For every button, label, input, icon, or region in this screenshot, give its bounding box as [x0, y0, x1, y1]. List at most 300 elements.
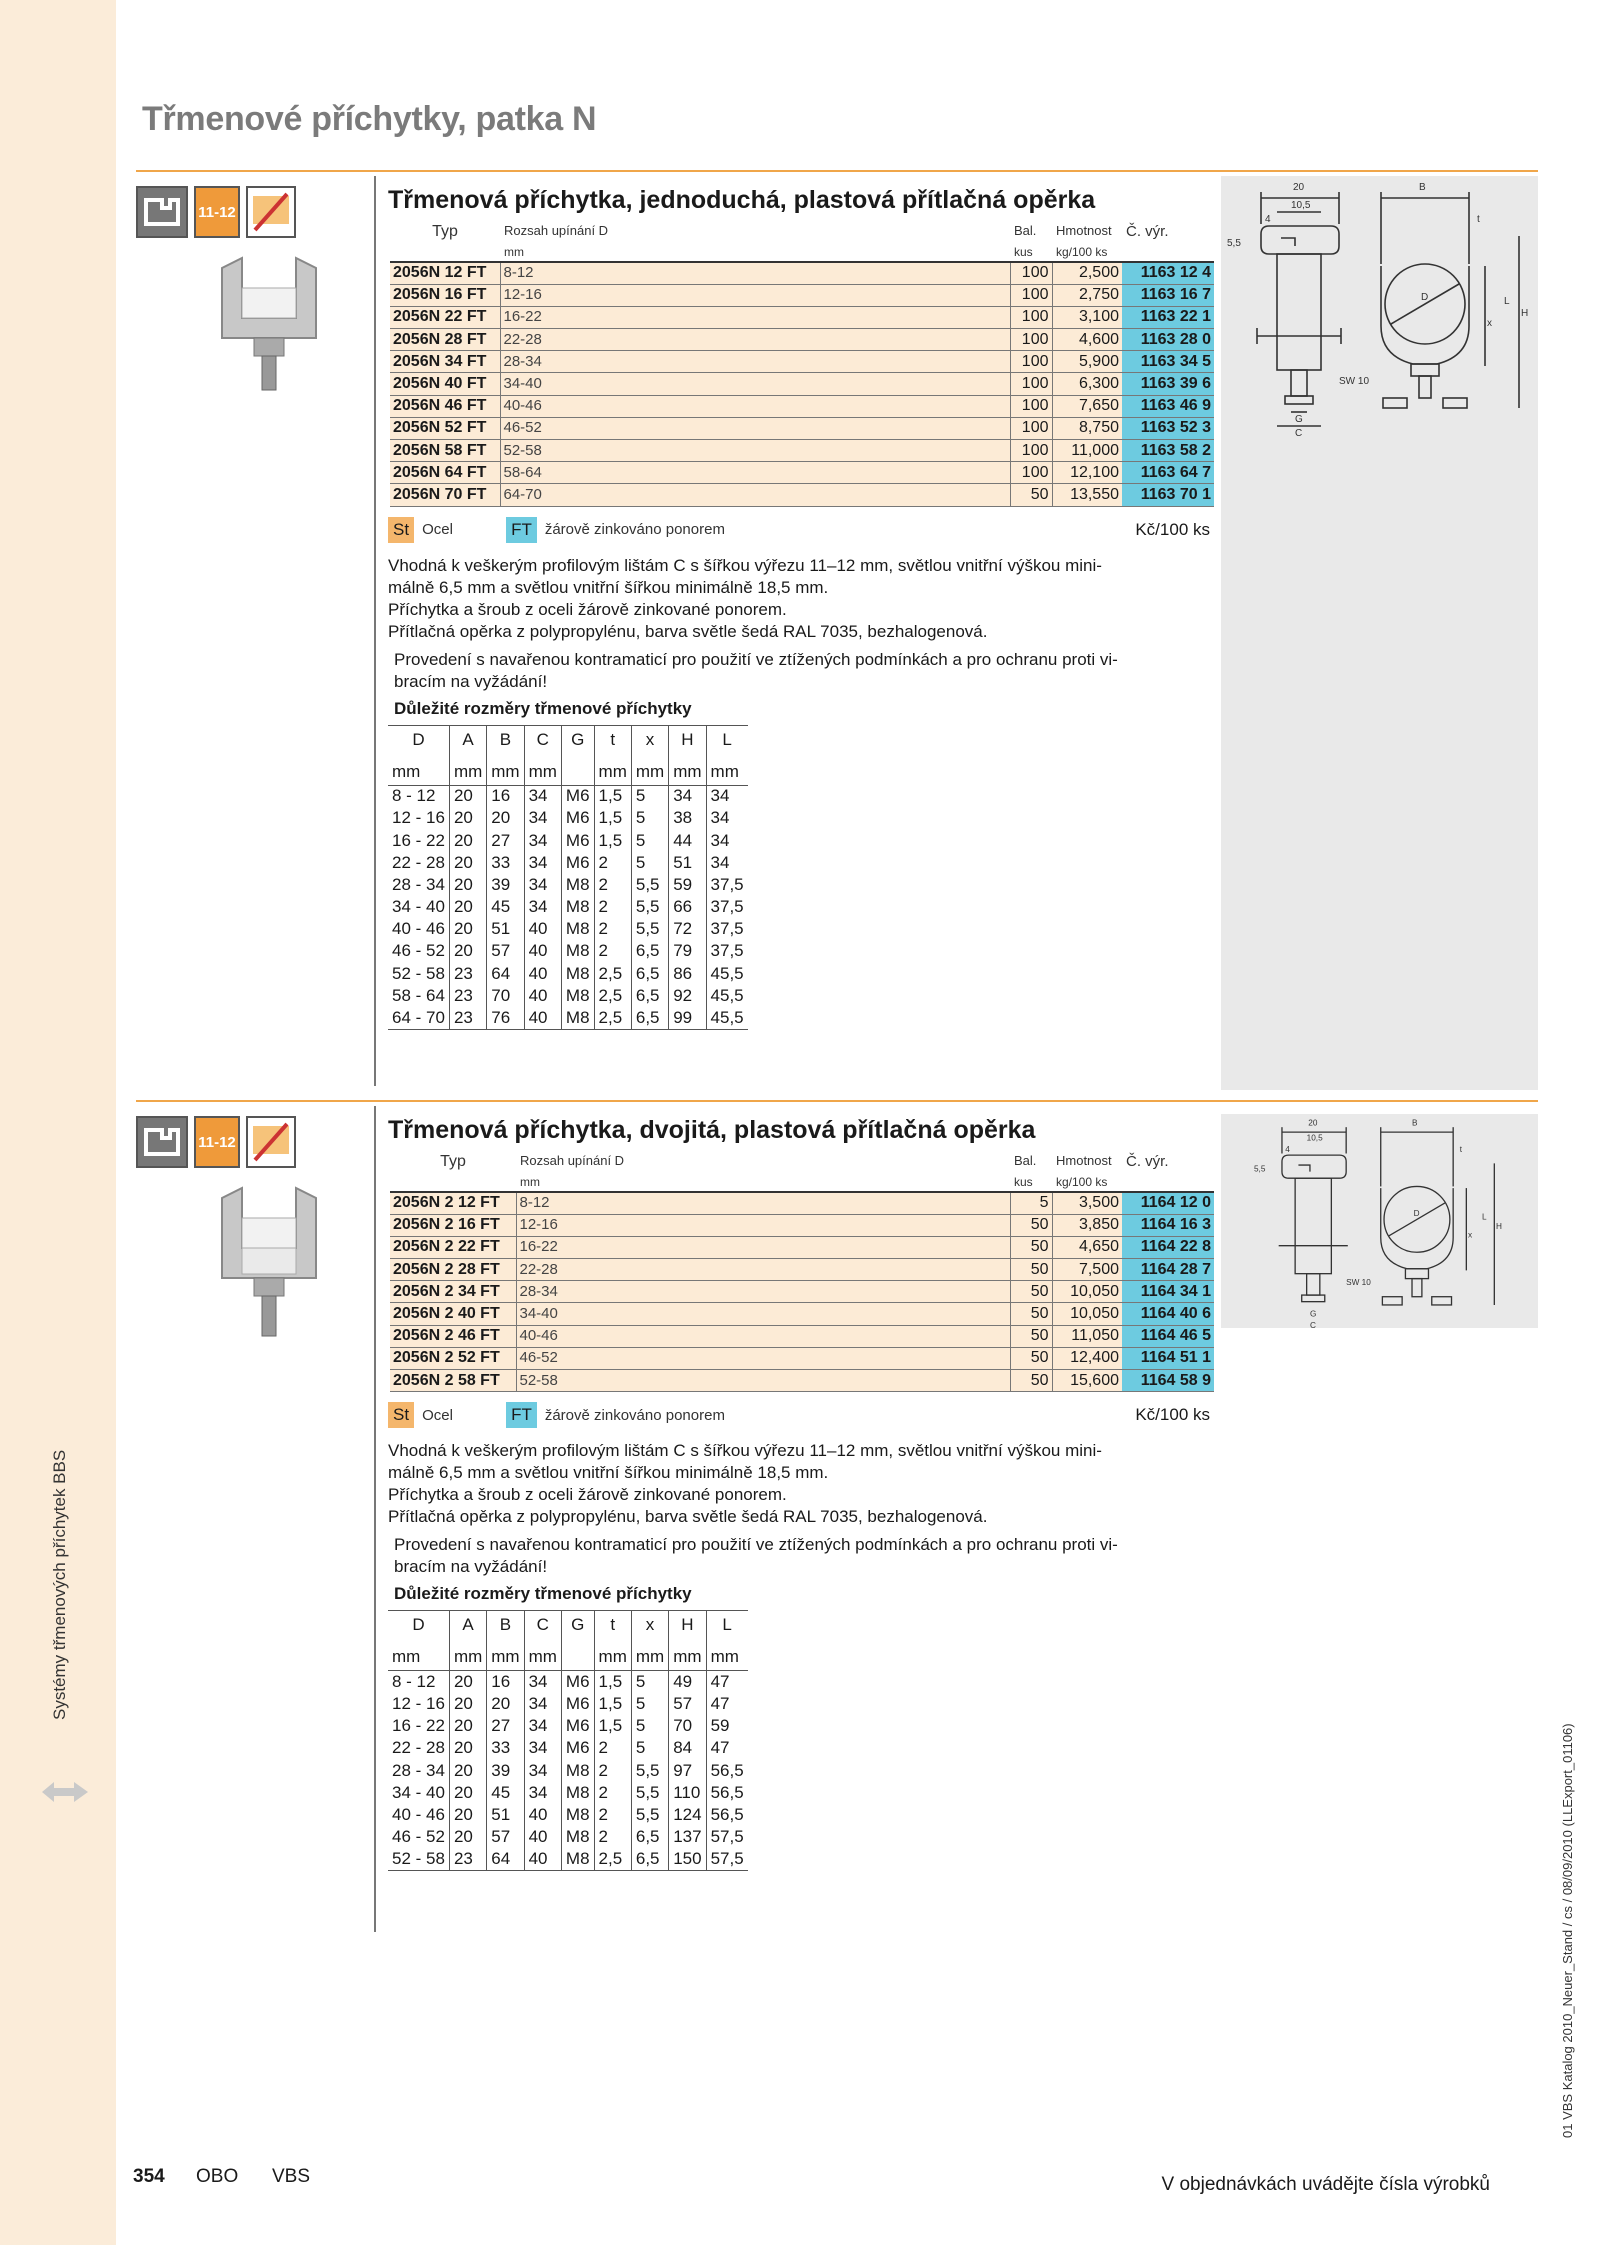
dim-cell: 33	[487, 852, 524, 874]
dim-row	[388, 1826, 748, 1848]
dim-cell: 5	[631, 1715, 668, 1737]
dim-cell: 8 - 12	[392, 786, 436, 806]
col-typ: Typ	[432, 223, 458, 240]
dim-cell: 137	[669, 1826, 706, 1848]
middle-rule	[136, 1100, 1538, 1102]
dim-cell: 20	[449, 874, 486, 896]
dim-row	[388, 918, 748, 940]
dim-cell: mm	[594, 759, 631, 785]
cell-code: 1163 16 7	[1122, 284, 1214, 306]
cell-range: 40-46	[516, 1325, 1010, 1347]
svg-text:SW 10: SW 10	[1339, 376, 1370, 387]
dim-cell: 45,5	[706, 963, 748, 985]
dim-cell: 37,5	[706, 940, 748, 962]
material-legend	[388, 515, 1210, 545]
dim-cell: mm	[669, 1645, 706, 1671]
dim-row	[388, 874, 748, 896]
cell-bal: 100	[1010, 262, 1052, 284]
dim-cell: 6,5	[631, 963, 668, 985]
dim-cell: t	[594, 725, 631, 759]
cell-typ: 2056N 12 FT	[390, 262, 500, 284]
cell-range: 52-58	[516, 1370, 1010, 1392]
dim-cell: M8	[561, 940, 594, 962]
cell-bal: 100	[1010, 440, 1052, 462]
product-row	[390, 1259, 1214, 1281]
dim-cell: 38	[669, 807, 706, 829]
dim-cell: 2,5	[594, 1848, 631, 1870]
material-legend	[388, 1400, 1210, 1430]
cell-bal: 100	[1010, 462, 1052, 484]
dim-cell: 20	[449, 918, 486, 940]
dimension-table	[388, 725, 748, 1030]
section-title: Třmenová příchytka, dvojitá, plastová přítlačná opěrka	[388, 1116, 1036, 1144]
dim-row	[388, 785, 748, 807]
dim-cell: 6,5	[631, 940, 668, 962]
dim-header-row	[388, 1611, 748, 1645]
dim-cell: 34	[524, 807, 561, 829]
dim-cell: 45,5	[706, 985, 748, 1007]
dim-cell: 6,5	[631, 1007, 668, 1029]
col-bal-unit: kus	[1010, 243, 1052, 262]
export-label: 01 VBS Katalog 2010_Neuer_Stand / cs / 08/09/2010 (LLExport_01106)	[1560, 1723, 1575, 2138]
dim-cell: 40	[524, 1804, 561, 1826]
product-row	[390, 306, 1214, 328]
svg-text:L: L	[1504, 296, 1510, 307]
svg-text:4: 4	[1265, 214, 1271, 225]
dim-cell: 45,5	[706, 1007, 748, 1029]
cell-code: 1164 58 9	[1122, 1370, 1214, 1392]
dim-cell: 28 - 34	[392, 874, 445, 894]
dim-cell: 2	[594, 940, 631, 962]
dim-cell: 34	[524, 829, 561, 851]
cell-weight: 7,650	[1052, 395, 1122, 417]
steel-badge: St	[388, 1402, 414, 1428]
dim-cell: 5,5	[631, 874, 668, 896]
cell-typ: 2056N 58 FT	[390, 440, 500, 462]
dim-cell: 52 - 58	[388, 1848, 449, 1870]
dim-cell: 47	[706, 1671, 748, 1693]
product-table	[390, 221, 1214, 507]
dim-cell: G	[561, 1611, 594, 1645]
dim-cell: 34	[524, 1693, 561, 1715]
dim-cell: 58 - 64	[392, 985, 445, 1005]
product-row	[390, 1281, 1214, 1303]
dim-cell: M8	[561, 918, 594, 940]
cell-weight: 2,750	[1052, 284, 1122, 306]
dim-cell: 2	[594, 1759, 631, 1781]
product-row	[390, 1347, 1214, 1369]
product-row	[390, 1303, 1214, 1325]
dim-cell: M6	[561, 852, 594, 874]
dim-cell: 34	[524, 896, 561, 918]
dim-cell: 59	[669, 874, 706, 896]
cell-typ: 2056N 2 22 FT	[390, 1236, 516, 1258]
dim-row	[388, 1671, 748, 1693]
dim-cell: M8	[561, 874, 594, 896]
product-note: Provedení s navařenou kontramaticí pro použití ve ztížených podmínkách a pro ochranu proti vi- bracím na vyžádání!	[394, 649, 1118, 691]
dim-cell: M8	[561, 985, 594, 1007]
finish-badge: FT	[506, 1402, 537, 1428]
dim-cell: H	[669, 725, 706, 759]
dim-cell: 12 - 16	[392, 808, 445, 828]
dim-cell: 1,5	[594, 807, 631, 829]
cell-code: 1163 12 4	[1122, 262, 1214, 284]
cell-bal: 50	[1010, 1259, 1052, 1281]
dim-cell: 124	[669, 1804, 706, 1826]
technical-drawing-panel	[1221, 1114, 1538, 1328]
dim-cell: 2	[594, 918, 631, 940]
product-row	[390, 351, 1214, 373]
dim-cell: 2	[594, 1737, 631, 1759]
dim-cell: mm	[487, 1645, 524, 1671]
product-row	[390, 484, 1214, 506]
col-range-unit: mm	[516, 1173, 1010, 1192]
cell-range: 12-16	[500, 284, 1010, 306]
cell-range: 34-40	[500, 373, 1010, 395]
dim-cell: 33	[487, 1737, 524, 1759]
product-row	[390, 1325, 1214, 1347]
cell-typ: 2056N 16 FT	[390, 284, 500, 306]
dim-cell: mm	[631, 1645, 668, 1671]
svg-text:B: B	[1419, 182, 1426, 193]
svg-text:x: x	[1487, 318, 1492, 329]
dim-cell: H	[669, 1611, 706, 1645]
finish-label: žárově zinkováno ponorem	[544, 1406, 725, 1424]
product-description: Vhodná k veškerým profilovým lištám C s šířkou výřezu 11–12 mm, světlou vnitřní výškou mini- málně 6,5 mm a světlou vnitřní šířkou minimálně 18,5 mm. Příchytka a šroub z oceli žárově zinkované ponorem. Přítlačná opěrka z polypropylénu, barva světle šedá RAL 7035, bezhalogenová.	[388, 1441, 1102, 1527]
dim-cell: 51	[669, 852, 706, 874]
svg-text:C: C	[1295, 428, 1303, 436]
cell-typ: 2056N 22 FT	[390, 306, 500, 328]
cell-range: 58-64	[500, 462, 1010, 484]
cell-range: 64-70	[500, 484, 1010, 506]
dim-cell: 57	[487, 940, 524, 962]
dim-cell: 1,5	[594, 1671, 631, 1693]
dim-cell: t	[594, 1611, 631, 1645]
cell-range: 8-12	[516, 1192, 1010, 1214]
page-title: Třmenové příchytky, patka N	[142, 100, 597, 138]
steel-label: Ocel	[422, 521, 453, 539]
dim-cell: 56,5	[706, 1782, 748, 1804]
dim-cell: 57	[487, 1826, 524, 1848]
dim-cell: 39	[487, 874, 524, 896]
section-title: Třmenová příchytka, jednoduchá, plastová přítlačná opěrka	[388, 186, 1096, 214]
dim-cell: 34	[524, 1782, 561, 1804]
product-picture-column	[136, 1106, 376, 1353]
dim-cell: M6	[561, 785, 594, 807]
svg-text:t: t	[1477, 214, 1480, 225]
dim-cell: 20	[487, 1693, 524, 1715]
dim-row	[388, 963, 748, 985]
dim-cell: 5,5	[631, 1804, 668, 1826]
dim-row	[388, 807, 748, 829]
cell-range: 12-16	[516, 1214, 1010, 1236]
dim-cell: 5	[631, 852, 668, 874]
slot-width-icon: 11-12	[194, 1116, 240, 1168]
cell-bal: 50	[1010, 1370, 1052, 1392]
svg-text:H: H	[1521, 308, 1529, 319]
product-row	[390, 1236, 1214, 1258]
cell-typ: 2056N 40 FT	[390, 373, 500, 395]
product-note: Provedení s navařenou kontramaticí pro použití ve ztížených podmínkách a pro ochranu proti vi- bracím na vyžádání!	[394, 1535, 1118, 1577]
cell-code: 1164 40 6	[1122, 1303, 1214, 1325]
dim-cell: 23	[449, 1848, 486, 1870]
col-range-unit: mm	[500, 243, 1010, 262]
product-row	[390, 284, 1214, 306]
product-description: Vhodná k veškerým profilovým lištám C s šířkou výřezu 11–12 mm, světlou vnitřní výškou mini- málně 6,5 mm a světlou vnitřní šířkou minimálně 18,5 mm. Příchytka a šroub z oceli žárově zinkované ponorem. Přítlačná opěrka z polypropylénu, barva světle šedá RAL 7035, bezhalogenová.	[388, 555, 1102, 641]
col-bal: Bal.	[1014, 1153, 1037, 1168]
dim-cell: M6	[561, 1715, 594, 1737]
dim-cell: 56,5	[706, 1759, 748, 1781]
dim-cell: 27	[487, 1715, 524, 1737]
col-bal-unit: kus	[1010, 1173, 1052, 1192]
dim-row	[388, 896, 748, 918]
dim-cell: 64	[487, 1848, 524, 1870]
cell-code: 1163 64 7	[1122, 462, 1214, 484]
dim-cell: 37,5	[706, 896, 748, 918]
col-code: Č. výr.	[1126, 223, 1169, 240]
svg-text:t: t	[1459, 1144, 1463, 1154]
dim-cell	[561, 1645, 594, 1671]
dim-cell: 2,5	[594, 963, 631, 985]
svg-text:D: D	[1421, 292, 1429, 303]
dim-cell: 1,5	[594, 829, 631, 851]
svg-text:B: B	[1412, 1118, 1418, 1128]
cell-weight: 3,100	[1052, 306, 1122, 328]
cell-typ: 2056N 2 52 FT	[390, 1347, 516, 1369]
product-row	[390, 395, 1214, 417]
cell-typ: 2056N 70 FT	[390, 484, 500, 506]
dim-cell: 34	[706, 785, 748, 807]
dim-cell: 22 - 28	[392, 1738, 445, 1758]
svg-text:D: D	[1413, 1209, 1420, 1219]
dim-cell: 20	[449, 1715, 486, 1737]
dim-cell: B	[487, 1611, 524, 1645]
cell-code: 1164 51 1	[1122, 1347, 1214, 1369]
svg-text:G: G	[1309, 1309, 1317, 1319]
dim-cell: M8	[561, 1759, 594, 1781]
dim-cell: 51	[487, 918, 524, 940]
dim-row	[388, 1848, 748, 1870]
steel-label: Ocel	[422, 1406, 453, 1424]
dim-cell: 34	[524, 874, 561, 896]
cell-code: 1163 34 5	[1122, 351, 1214, 373]
side-section-label: Systémy třmenových příchytek BBS	[50, 1449, 69, 1720]
cell-code: 1163 46 9	[1122, 395, 1214, 417]
dim-cell: 47	[706, 1693, 748, 1715]
cell-bal: 50	[1010, 484, 1052, 506]
dim-cell: 34	[524, 785, 561, 807]
dim-cell: 110	[669, 1782, 706, 1804]
footer-catalog: VBS	[272, 2166, 311, 2187]
cell-range: 28-34	[516, 1281, 1010, 1303]
halogen-free-icon	[246, 1116, 296, 1168]
dim-cell: mm	[706, 759, 748, 785]
dim-unit-row	[388, 759, 748, 785]
product-row	[390, 462, 1214, 484]
dim-cell: 92	[669, 985, 706, 1007]
dim-cell: mm	[594, 1645, 631, 1671]
product-row	[390, 1192, 1214, 1214]
top-rule	[136, 170, 1538, 172]
dim-cell: 20	[449, 1804, 486, 1826]
dim-cell: 40	[524, 985, 561, 1007]
dim-cell: 28 - 34	[392, 1760, 445, 1780]
cell-weight: 2,500	[1052, 262, 1122, 284]
dim-cell: 20	[449, 1782, 486, 1804]
dim-cell: 45	[487, 896, 524, 918]
cell-code: 1164 16 3	[1122, 1214, 1214, 1236]
dim-cell: 20	[487, 807, 524, 829]
dimension-title: Důležité rozměry třmenové příchytky	[394, 1584, 692, 1604]
dim-cell: 34	[524, 1715, 561, 1737]
svg-text:x: x	[1467, 1230, 1473, 1240]
dim-cell: 5,5	[631, 1759, 668, 1781]
product-photo-single	[202, 248, 336, 398]
cell-range: 46-52	[500, 417, 1010, 439]
dim-cell: 86	[669, 963, 706, 985]
dim-cell: 2	[594, 896, 631, 918]
col-range: Rozsah upínání D	[504, 223, 609, 238]
cell-typ: 2056N 2 46 FT	[390, 1325, 516, 1347]
dim-row	[388, 1007, 748, 1029]
dim-cell: 2,5	[594, 1007, 631, 1029]
cell-range: 16-22	[500, 306, 1010, 328]
cell-bal: 100	[1010, 284, 1052, 306]
svg-text:L: L	[1481, 1212, 1487, 1222]
dim-cell: x	[631, 725, 668, 759]
dim-cell: 16	[487, 1671, 524, 1693]
dim-cell: 37,5	[706, 874, 748, 896]
cell-bal: 100	[1010, 373, 1052, 395]
cell-bal: 50	[1010, 1325, 1052, 1347]
dim-row	[388, 829, 748, 851]
dim-row	[388, 940, 748, 962]
col-weight: Hmotnost	[1056, 1153, 1112, 1168]
dim-cell: mm	[449, 759, 486, 785]
cell-weight: 13,550	[1052, 484, 1122, 506]
svg-text:H: H	[1495, 1222, 1502, 1232]
dim-cell: 99	[669, 1007, 706, 1029]
cell-weight: 10,050	[1052, 1303, 1122, 1325]
dim-cell: 34 - 40	[392, 1782, 445, 1802]
dim-cell: 40	[524, 940, 561, 962]
product-photo-double	[202, 1178, 336, 1348]
product-row	[390, 373, 1214, 395]
cell-bal: 100	[1010, 306, 1052, 328]
cell-weight: 4,600	[1052, 329, 1122, 351]
dim-cell: M6	[561, 829, 594, 851]
steel-badge: St	[388, 517, 414, 543]
dim-cell: C	[524, 725, 561, 759]
dim-cell: 57,5	[706, 1826, 748, 1848]
price-unit: Kč/100 ks	[1135, 519, 1210, 539]
cell-weight: 12,100	[1052, 462, 1122, 484]
cell-bal: 50	[1010, 1347, 1052, 1369]
product-content	[376, 1106, 1211, 1871]
svg-text:20: 20	[1293, 182, 1305, 193]
dim-cell: 64	[487, 963, 524, 985]
dim-cell: 20	[449, 807, 486, 829]
cell-range: 8-12	[500, 262, 1010, 284]
dim-unit-row	[388, 1645, 748, 1671]
product-picture-column	[136, 176, 376, 403]
footer-order-note: V objednávkách uvádějte čísla výrobků	[1161, 2174, 1490, 2195]
product-row	[390, 1370, 1214, 1392]
product-row	[390, 329, 1214, 351]
dim-cell: mm	[487, 759, 524, 785]
cell-code: 1163 22 1	[1122, 306, 1214, 328]
cell-weight: 3,500	[1052, 1192, 1122, 1214]
dim-cell: 72	[669, 918, 706, 940]
cell-code: 1163 39 6	[1122, 373, 1214, 395]
dim-cell: 5,5	[631, 918, 668, 940]
cell-typ: 2056N 2 16 FT	[390, 1214, 516, 1236]
cell-weight: 3,850	[1052, 1214, 1122, 1236]
dim-cell: M8	[561, 963, 594, 985]
dim-row	[388, 985, 748, 1007]
dim-cell: 12 - 16	[392, 1693, 445, 1713]
dim-cell: 2	[594, 852, 631, 874]
cell-code: 1164 12 0	[1122, 1192, 1214, 1214]
dim-cell: D	[388, 725, 449, 759]
dim-cell: 37,5	[706, 918, 748, 940]
dim-cell: 2	[594, 1826, 631, 1848]
dim-cell: 5	[631, 829, 668, 851]
dim-cell: 5	[631, 1737, 668, 1759]
dim-cell: 20	[449, 1826, 486, 1848]
dim-cell: 1,5	[594, 785, 631, 807]
cell-bal: 100	[1010, 351, 1052, 373]
dim-cell: 39	[487, 1759, 524, 1781]
dim-cell: A	[449, 725, 486, 759]
col-code: Č. výr.	[1126, 1153, 1169, 1170]
slot-width-icon: 11-12	[194, 186, 240, 238]
dim-cell: 16 - 22	[392, 1716, 445, 1736]
dim-cell: x	[631, 1611, 668, 1645]
dim-cell: 34	[524, 1737, 561, 1759]
product-row	[390, 417, 1214, 439]
cell-code: 1164 28 7	[1122, 1259, 1214, 1281]
cell-range: 52-58	[500, 440, 1010, 462]
dim-cell: 150	[669, 1848, 706, 1870]
cell-weight: 7,500	[1052, 1259, 1122, 1281]
dim-cell: 79	[669, 940, 706, 962]
dim-cell: 5	[631, 1671, 668, 1693]
dim-cell: 1,5	[594, 1693, 631, 1715]
dim-cell: 40 - 46	[392, 1804, 445, 1824]
dim-cell: 47	[706, 1737, 748, 1759]
dim-row	[388, 1715, 748, 1737]
dim-cell: 2,5	[594, 985, 631, 1007]
dim-cell: 5,5	[631, 1782, 668, 1804]
dim-cell: M6	[561, 1671, 594, 1693]
dim-cell: 2	[594, 874, 631, 896]
dim-cell: 2	[594, 1782, 631, 1804]
dim-cell: 40	[524, 963, 561, 985]
dim-cell: 45	[487, 1782, 524, 1804]
cell-range: 28-34	[500, 351, 1010, 373]
cell-typ: 2056N 2 40 FT	[390, 1303, 516, 1325]
cell-bal: 50	[1010, 1214, 1052, 1236]
cell-range: 40-46	[500, 395, 1010, 417]
dim-cell: 5	[631, 807, 668, 829]
dim-cell: mm	[669, 759, 706, 785]
col-weight-unit: kg/100 ks	[1052, 243, 1122, 262]
dim-cell: 1,5	[594, 1715, 631, 1737]
dim-cell: 57,5	[706, 1848, 748, 1870]
dim-cell: 20	[449, 1693, 486, 1715]
dim-cell: G	[561, 725, 594, 759]
